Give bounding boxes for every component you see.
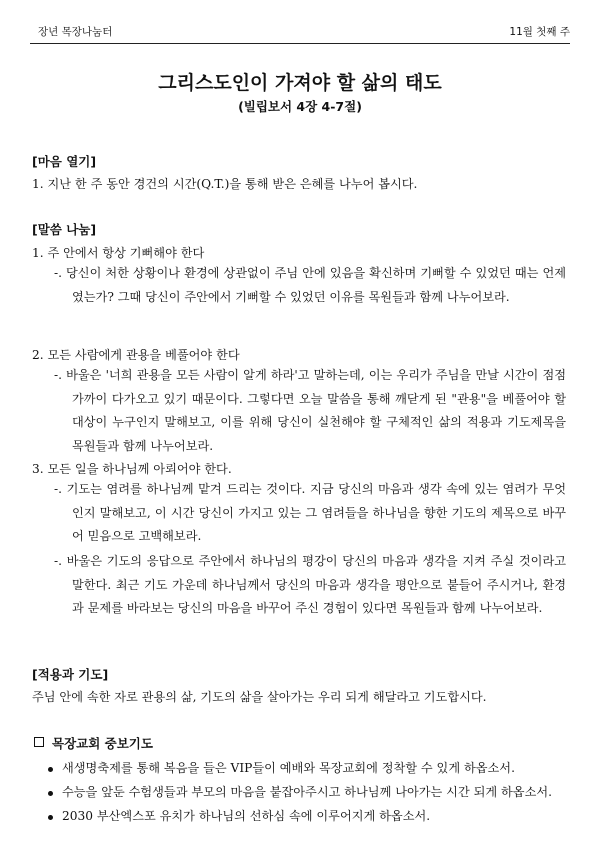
apply-text: 주님 안에 속한 자로 관용의 삶, 기도의 삶을 살아가는 우리 되게 해달라고 기도합시다.: [32, 690, 487, 704]
bullet-icon: [48, 791, 53, 796]
section-heading-apply: [적용과 기도]: [32, 667, 109, 682]
prayer-item: 새생명축제를 통해 복음을 들은 VIP들이 예배와 목장교회에 정착할 수 있게 하옵소서.: [62, 761, 515, 775]
bullet-icon: [48, 815, 53, 820]
section-heading-open: [마음 열기]: [32, 154, 97, 169]
open-question: 1. 지난 한 주 동안 경건의 시간(Q.T.)을 통해 받은 은혜를 나누어 봅시다.: [32, 177, 418, 191]
header-left: 장년 목장나눔터: [38, 26, 113, 38]
header-right: 11월 첫째 주: [509, 26, 570, 38]
point-3-title: 3. 모든 일을 하나님께 아뢰어야 한다.: [32, 462, 232, 476]
checkbox-square-icon: [34, 737, 44, 747]
point-1-title: 1. 주 안에서 항상 기뻐해야 한다: [32, 246, 205, 260]
point-2-title: 2. 모든 사람에게 관용을 베풀어야 한다: [32, 348, 240, 362]
section-heading-prayer: 목장교회 중보기도: [52, 736, 153, 751]
point-2-body: -. 바울은 '너희 관용을 모든 사람이 알게 하라'고 말하는데, 이는 우리가 주님을 만날 시간이 점점 가까이 다가오고 있기 때문이다. 그렇다면 오늘 말씀을 통해 깨닫게 된 "관용"을 베풀어야 할 대상이 누구인지 말해보고, 이를 위해 당신이 실천해야 할 구체적인 삶의 적용과 기도제목을 목원들과 함께 나누어보라.: [54, 368, 566, 453]
prayer-item: 2030 부산엑스포 유치가 하나님의 선하심 속에 이루어지게 하옵소서.: [62, 809, 431, 823]
bullet-icon: [48, 767, 53, 772]
page-header: [38, 20, 570, 42]
section-heading-word: [말씀 나눔]: [32, 222, 97, 237]
point-1-body: -. 당신이 처한 상황이나 환경에 상관없이 주님 안에 있음을 확신하며 기뻐할 수 있었던 때는 언제였는가? 그때 당신이 주안에서 기뻐할 수 있었던 이유를 목원들과 함께 나누어보라.: [54, 266, 566, 304]
page-title: 그리스도인이 가져야 할 삶의 태도: [158, 72, 442, 94]
point-3-body-1: -. 기도는 염려를 하나님께 맡겨 드리는 것이다. 지금 당신의 마음과 생각 속에 있는 염려가 무엇인지 말해보고, 이 시간 당신이 가지고 있는 그 염려들을 하나님을 향한 기도의 제목으로 바꾸어 믿음으로 고백해보라.: [54, 482, 566, 543]
page-subtitle: (빌립보서 4장 4-7절): [238, 99, 362, 114]
point-3-body-2: -. 바울은 기도의 응답으로 주안에서 하나님의 평강이 당신의 마음과 생각을 지켜 주실 것이라고 말한다. 최근 기도 가운데 하나님께서 당신의 마음과 생각을 평안으로 붙들어 주시거나, 환경과 문제를 바라보는 당신의 마음을 바꾸어 주신 경험이 있다면 목원들과 함께 나누어보라.: [54, 554, 566, 615]
prayer-item: 수능을 앞둔 수험생들과 부모의 마음을 붙잡아주시고 하나님께 나아가는 시간 되게 하옵소서.: [62, 785, 552, 799]
header-rule: [30, 43, 570, 44]
